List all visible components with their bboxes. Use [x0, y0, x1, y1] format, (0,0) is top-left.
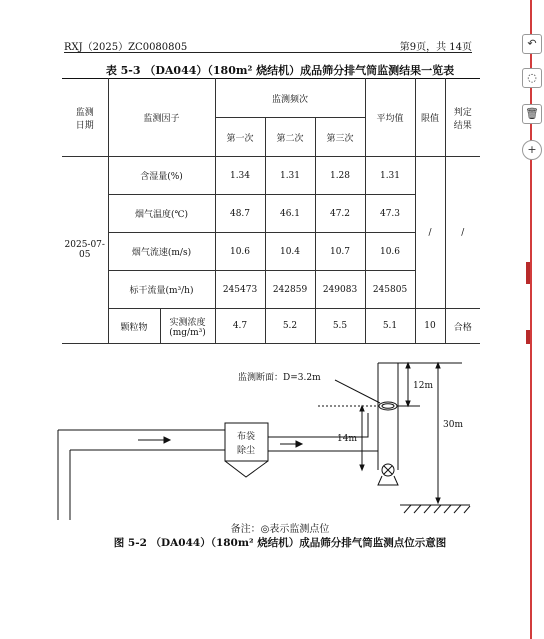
baghouse-label-1: 布袋	[236, 432, 256, 442]
dim-30m-label: 30m	[443, 420, 463, 430]
page-header	[64, 38, 472, 53]
value-cell: 245473	[215, 271, 265, 309]
factor-cell: 标干流量(m³/h)	[108, 271, 215, 309]
value-cell: 47.2	[315, 195, 365, 233]
value-cell: 242859	[265, 271, 315, 309]
value-cell: 1.28	[315, 157, 365, 195]
col-date-header: 监测 日期	[62, 79, 108, 157]
col-second-header: 第二次	[265, 118, 315, 157]
factor-cell: 含湿量(%)	[108, 157, 215, 195]
limit-cell: 10	[415, 309, 445, 344]
col-factor-header: 监测因子	[108, 79, 215, 157]
report-number: RXJ（2025）ZC0080805	[64, 42, 188, 53]
value-cell: 5.5	[315, 309, 365, 344]
col-average-header: 平均值	[365, 79, 415, 157]
delete-icon[interactable]: 🗑	[522, 104, 542, 124]
results-table	[62, 78, 480, 344]
pm-name-cell: 颗粒物	[108, 309, 160, 344]
monitoring-point-diagram	[40, 355, 480, 520]
judge-cell: /	[445, 157, 480, 309]
value-cell: 10.6	[215, 233, 265, 271]
factor-cell: 烟气流速(m/s)	[108, 233, 215, 271]
value-cell: 10.7	[315, 233, 365, 271]
average-cell: 245805	[365, 271, 415, 309]
page-number: 第9页，共 14页	[399, 42, 472, 53]
factor-cell: 烟气温度(℃)	[108, 195, 215, 233]
value-cell: 249083	[315, 271, 365, 309]
figure-title: 图 5-2 （DA044）（180m² 烧结机）成品筛分排气筒监测点位示意图	[113, 537, 447, 549]
flow-arrow-head	[164, 437, 170, 443]
outlet-arrow-head	[296, 441, 302, 447]
viewer-toolbar	[525, 0, 544, 639]
monitoring-point-inner	[382, 404, 394, 409]
average-cell: 10.6	[365, 233, 415, 271]
ground-hatch	[404, 505, 470, 513]
value-cell: 48.7	[215, 195, 265, 233]
undo-icon[interactable]: ↶	[522, 34, 542, 54]
col-limit-header: 限值	[415, 79, 445, 157]
value-cell: 5.2	[265, 309, 315, 344]
date-cell: 2025-07-05	[62, 157, 108, 344]
value-cell: 10.4	[265, 233, 315, 271]
value-cell: 46.1	[265, 195, 315, 233]
average-cell: 1.31	[365, 157, 415, 195]
diagram-note: 备注：◎表示监测点位	[230, 524, 330, 535]
table-title: 表 5-3 （DA044）（180m² 烧结机）成品筛分排气筒监测结果一览表	[105, 64, 455, 77]
baghouse-label-2: 除尘	[236, 446, 256, 456]
judge-cell: 合格	[445, 309, 480, 344]
table-row	[62, 157, 480, 195]
margin-mark	[526, 330, 530, 344]
dim-14m-label: 14m	[337, 434, 357, 444]
pm-sub-cell: 实测浓度 (mg/m³)	[160, 309, 215, 344]
dim-12m-label: 12m	[413, 381, 433, 391]
limit-cell: /	[415, 157, 445, 309]
fan-cross	[384, 466, 392, 474]
baghouse-hopper	[225, 461, 268, 477]
page-edge-line	[530, 0, 532, 639]
average-cell: 5.1	[365, 309, 415, 344]
value-cell: 1.34	[215, 157, 265, 195]
value-cell: 4.7	[215, 309, 265, 344]
margin-mark	[526, 262, 530, 284]
average-cell: 47.3	[365, 195, 415, 233]
col-frequency-header: 监测频次	[215, 79, 365, 118]
col-first-header: 第一次	[215, 118, 265, 157]
table-row	[62, 309, 480, 344]
refresh-icon[interactable]: ◌	[522, 68, 542, 88]
col-judge-header: 判定 结果	[445, 79, 480, 157]
col-third-header: 第三次	[315, 118, 365, 157]
value-cell: 1.31	[265, 157, 315, 195]
section-label: 监测断面：D=3.2m	[238, 373, 321, 383]
fan-base	[378, 476, 398, 485]
add-icon[interactable]: +	[522, 140, 542, 160]
section-leader	[335, 380, 380, 403]
